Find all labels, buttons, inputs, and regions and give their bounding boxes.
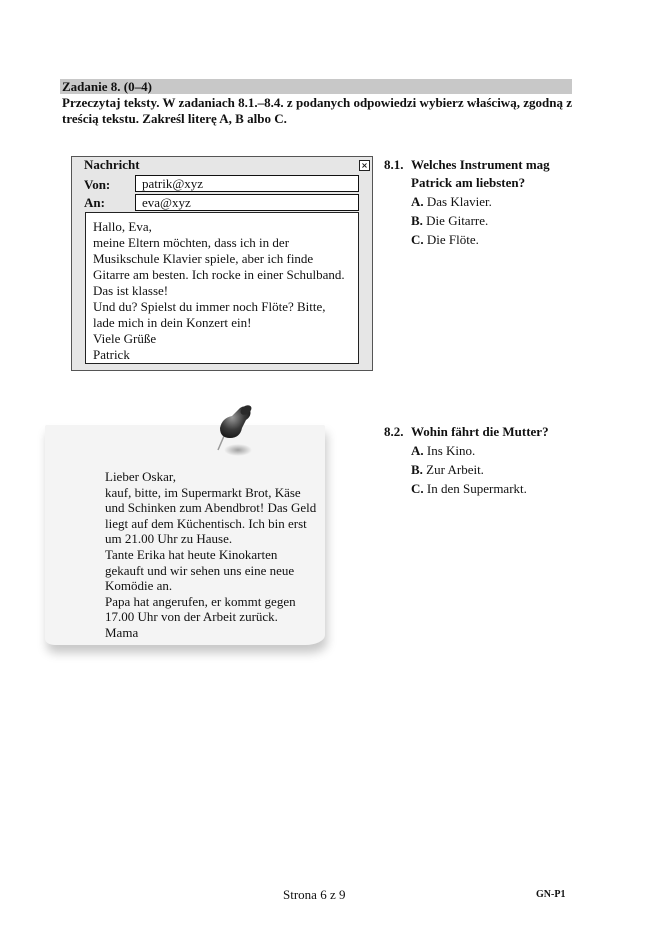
question-number: 8.2. <box>384 424 404 439</box>
option-b[interactable] <box>384 211 584 230</box>
note-line: Lieber Oskar, <box>105 469 176 484</box>
question-number: 8.1. <box>384 157 404 172</box>
question-text-line1: Wohin fährt die Mutter? <box>411 424 549 439</box>
option-a[interactable] <box>384 192 584 211</box>
question-text-line1: Welches Instrument mag <box>411 157 550 172</box>
note-line: Mama <box>105 624 139 640</box>
option-b[interactable] <box>384 460 584 479</box>
option-a[interactable] <box>384 441 584 460</box>
to-field: eva@xyz <box>135 194 359 211</box>
note-line: und Schinken zum Abendbrot! Das Geld <box>105 500 317 516</box>
option-text: Ins Kino. <box>426 443 476 458</box>
note-line: gekauft und wir sehen uns eine neue <box>105 562 295 578</box>
note-line: kauf, bitte, im Supermarkt Brot, Käse <box>105 484 301 500</box>
message-line: Patrick <box>93 347 130 362</box>
question-title <box>384 423 584 441</box>
message-line: Gitarre am besten. Ich rocke in einer Schulband. <box>93 267 345 282</box>
message-line: Und du? Spielst du immer noch Flöte? Bitte, <box>93 299 326 314</box>
question-text-line2: Patrick am liebsten? <box>411 175 526 190</box>
note-body <box>105 469 345 641</box>
task-instructions: Przeczytaj teksty. W zadaniach 8.1.–8.4. z podanych odpowiedzi wybierz właściwą, zgodną z treścią tekstu. Zakreśl literę A, B albo C. <box>62 95 572 126</box>
message-line: Viele Grüße <box>93 331 157 346</box>
message-body <box>85 212 359 364</box>
task-title: Zadanie 8. (0–4) <box>62 79 152 94</box>
note-line: Tante Erika hat heute Kinokarten <box>105 546 278 562</box>
note-line: Komödie an. <box>105 578 173 594</box>
option-text: Zur Arbeit. <box>426 462 484 477</box>
question-8-2 <box>384 423 584 498</box>
to-label: An: <box>84 195 105 210</box>
message-line: Musikschule Klavier spiele, aber ich finde <box>93 251 314 266</box>
exam-code: GN-P1 <box>536 889 566 900</box>
option-letter: A. <box>411 194 424 209</box>
option-text: Die Gitarre. <box>426 213 489 228</box>
option-letter: C. <box>411 481 424 496</box>
from-label: Von: <box>84 177 111 192</box>
question-title <box>384 156 584 174</box>
option-letter: C. <box>411 232 424 247</box>
option-text: In den Supermarkt. <box>426 481 527 496</box>
note-line: um 21.00 Uhr zu Hause. <box>105 531 233 547</box>
note-line: liegt auf dem Küchentisch. Ich bin erst <box>105 515 307 531</box>
option-text: Die Flöte. <box>426 232 479 247</box>
message-line: lade mich in dein Konzert ein! <box>93 315 252 330</box>
message-line: meine Eltern möchten, dass ich in der <box>93 235 290 250</box>
note-line: 17.00 Uhr von der Arbeit zurück. <box>105 609 278 625</box>
question-8-1 <box>384 156 584 249</box>
message-line: Hallo, Eva, <box>93 219 152 234</box>
page-number: Strona 6 z 9 <box>283 887 346 902</box>
option-c[interactable] <box>384 479 584 498</box>
from-field: patrik@xyz <box>135 175 359 192</box>
option-letter: B. <box>411 462 423 477</box>
message-line: Das ist klasse! <box>93 283 169 298</box>
note-line: Papa hat angerufen, er kommt gegen <box>105 593 296 609</box>
option-letter: A. <box>411 443 424 458</box>
close-box-icon: × <box>359 160 370 171</box>
option-letter: B. <box>411 213 423 228</box>
option-c[interactable] <box>384 230 584 249</box>
question-title-continued <box>384 174 584 192</box>
pushpin-icon <box>210 398 260 460</box>
message-window-title: Nachricht <box>84 157 140 172</box>
option-text: Das Klavier. <box>426 194 492 209</box>
